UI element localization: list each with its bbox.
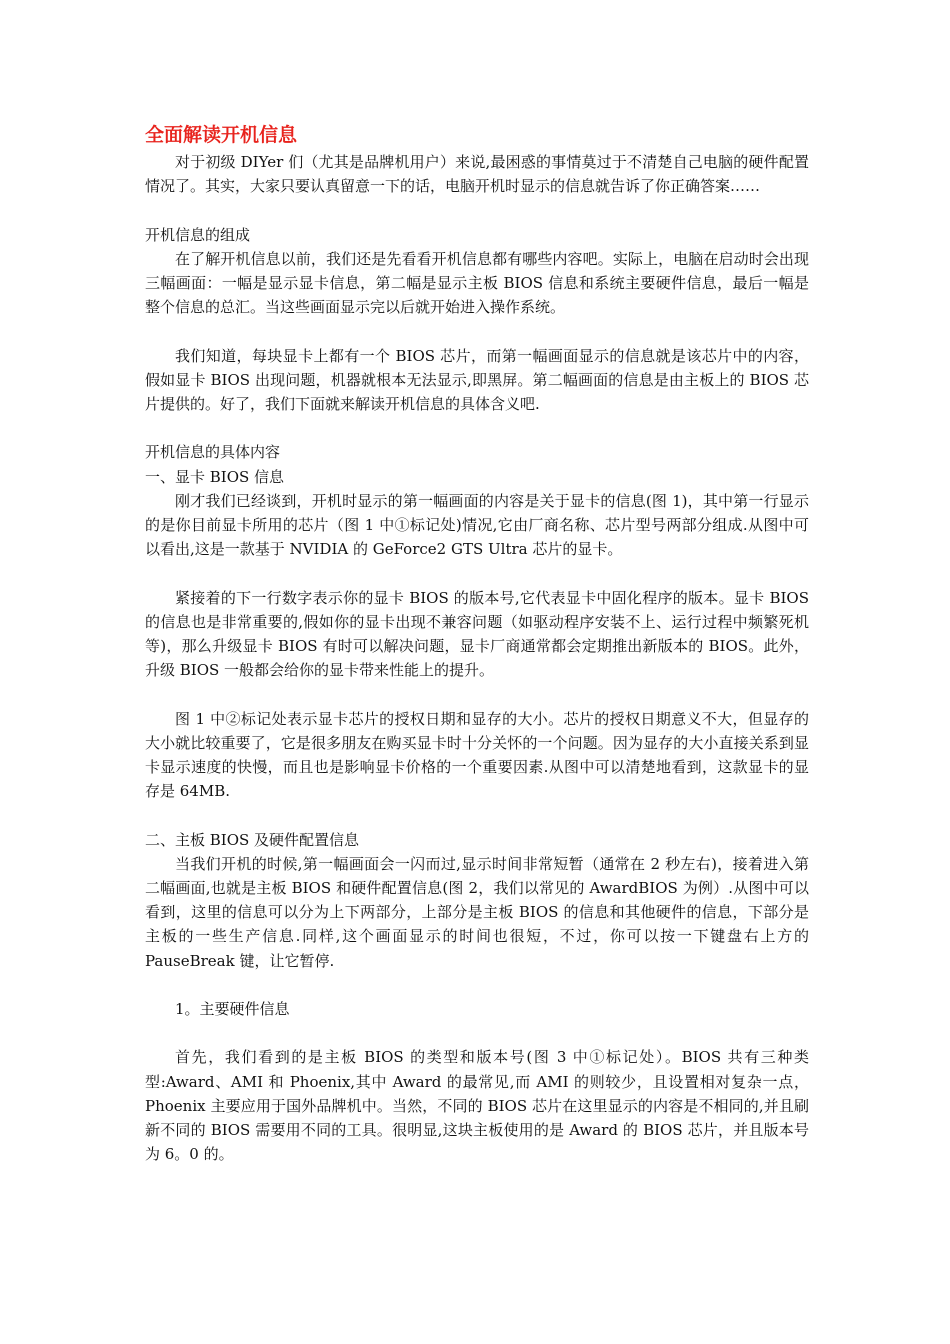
- paragraph: 我们知道，每块显卡上都有一个 BIOS 芯片，而第一幅画面显示的信息就是该芯片中的内容，假如显卡 BIOS 出现问题，机器就根本无法显示,即黑屏。第二幅画面的信息是由主板上的 BIOS 芯片提供的。好了，我们下面就来解读开机信息的具体含义吧.: [145, 346, 809, 413]
- intro-paragraph: 对于初级 DIYer 们（尤其是品牌机用户）来说,最困惑的事情莫过于不清楚自己电脑的硬件配置情况了。其实，大家只要认真留意一下的话，电脑开机时显示的信息就告诉了你正确答案……: [145, 153, 809, 196]
- blank-line: [145, 319, 809, 343]
- paragraph: 图 1 中②标记处表示显卡芯片的授权日期和显存的大小。芯片的授权日期意义不大，但显存的大小就比较重要了，它是很多朋友在购买显卡时十分关怀的一个问题。因为显存的大小直接关系到显卡显示速度的快慢，而且也是影响显卡价格的一个重要因素.从图中可以清楚地看到，这款显卡的显存是 64MB.: [145, 709, 809, 801]
- blank-line: [145, 1021, 809, 1045]
- document-page: [145, 122, 809, 1166]
- blank-line: [145, 416, 809, 440]
- subsection-heading-vga-bios: 一、显卡 BIOS 信息: [145, 467, 285, 486]
- blank-line: [145, 198, 809, 222]
- paragraph: 刚才我们已经谈到，开机时显示的第一幅画面的内容是关于显卡的信息(图 1)，其中第一行显示的是你目前显卡所用的芯片（图 1 中①标记处)情况,它由厂商名称、芯片型号两部分组成.从图中可以看出,这是一款基于 NVIDIA 的 GeForce2 GTS Ultra 芯片的显卡。: [145, 491, 809, 559]
- paragraph: 首先，我们看到的是主板 BIOS 的类型和版本号(图 3 中①标记处）。BIOS 共有三种类型:Award、AMI 和 Phoenix,其中 Award 的最常见,而 AMI 的则较少，且设置相对复杂一点，Phoenix 主要应用于国外品牌机中。当然，不同的 BIOS 芯片在这里显示的内容是不相同的,并且刷新不同的 BIOS 需要用不同的工具。很明显,这块主板使用的是 Award 的 BIOS 芯片，并且版本号为 6。0 的。: [145, 1048, 809, 1164]
- subsection-heading-hardware-info: 1。主要硬件信息: [175, 1000, 290, 1018]
- section-heading-composition: 开机信息的组成: [145, 225, 251, 244]
- paragraph: 紧接着的下一行数字表示你的显卡 BIOS 的版本号,它代表显卡中固化程序的版本。显卡 BIOS 的信息也是非常重要的,假如你的显卡出现不兼容问题（如驱动程序安装不上、运行过程中频繁死机等)，那么升级显卡 BIOS 有时可以解决问题，显卡厂商通常都会定期推出新版本的 BIOS。此外，升级 BIOS 一般都会给你的显卡带来性能上的提升。: [145, 588, 809, 680]
- section-heading-details: 开机信息的具体内容: [145, 443, 281, 462]
- document-title: 全面解读开机信息: [145, 124, 298, 146]
- paragraph: 当我们开机的时候,第一幅画面会一闪而过,显示时间非常短暂（通常在 2 秒左右)，接着进入第二幅画面,也就是主板 BIOS 和硬件配置信息(图 2，我们以常见的 AwardBIOS 为例）.从图中可以看到，这里的信息可以分为上下两部分，上部分是主板 BIOS 的信息和其他硬件的信息，下部分是主板的一些生产信息.同样,这个画面显示的时间也很短，不过，你可以按一下键盘右上方的 PauseBreak 键，让它暂停.: [145, 854, 809, 970]
- blank-line: [145, 803, 809, 827]
- blank-line: [145, 561, 809, 585]
- blank-line: [145, 682, 809, 706]
- blank-line: [145, 973, 809, 997]
- paragraph: 在了解开机信息以前，我们还是先看看开机信息都有哪些内容吧。实际上，电脑在启动时会出现三幅画面：一幅是显示显卡信息，第二幅是显示主板 BIOS 信息和系统主要硬件信息，最后一幅是整个信息的总汇。当这些画面显示完以后就开始进入操作系统。: [145, 249, 809, 317]
- subsection-heading-mainboard-bios: 二、主板 BIOS 及硬件配置信息: [145, 830, 360, 849]
